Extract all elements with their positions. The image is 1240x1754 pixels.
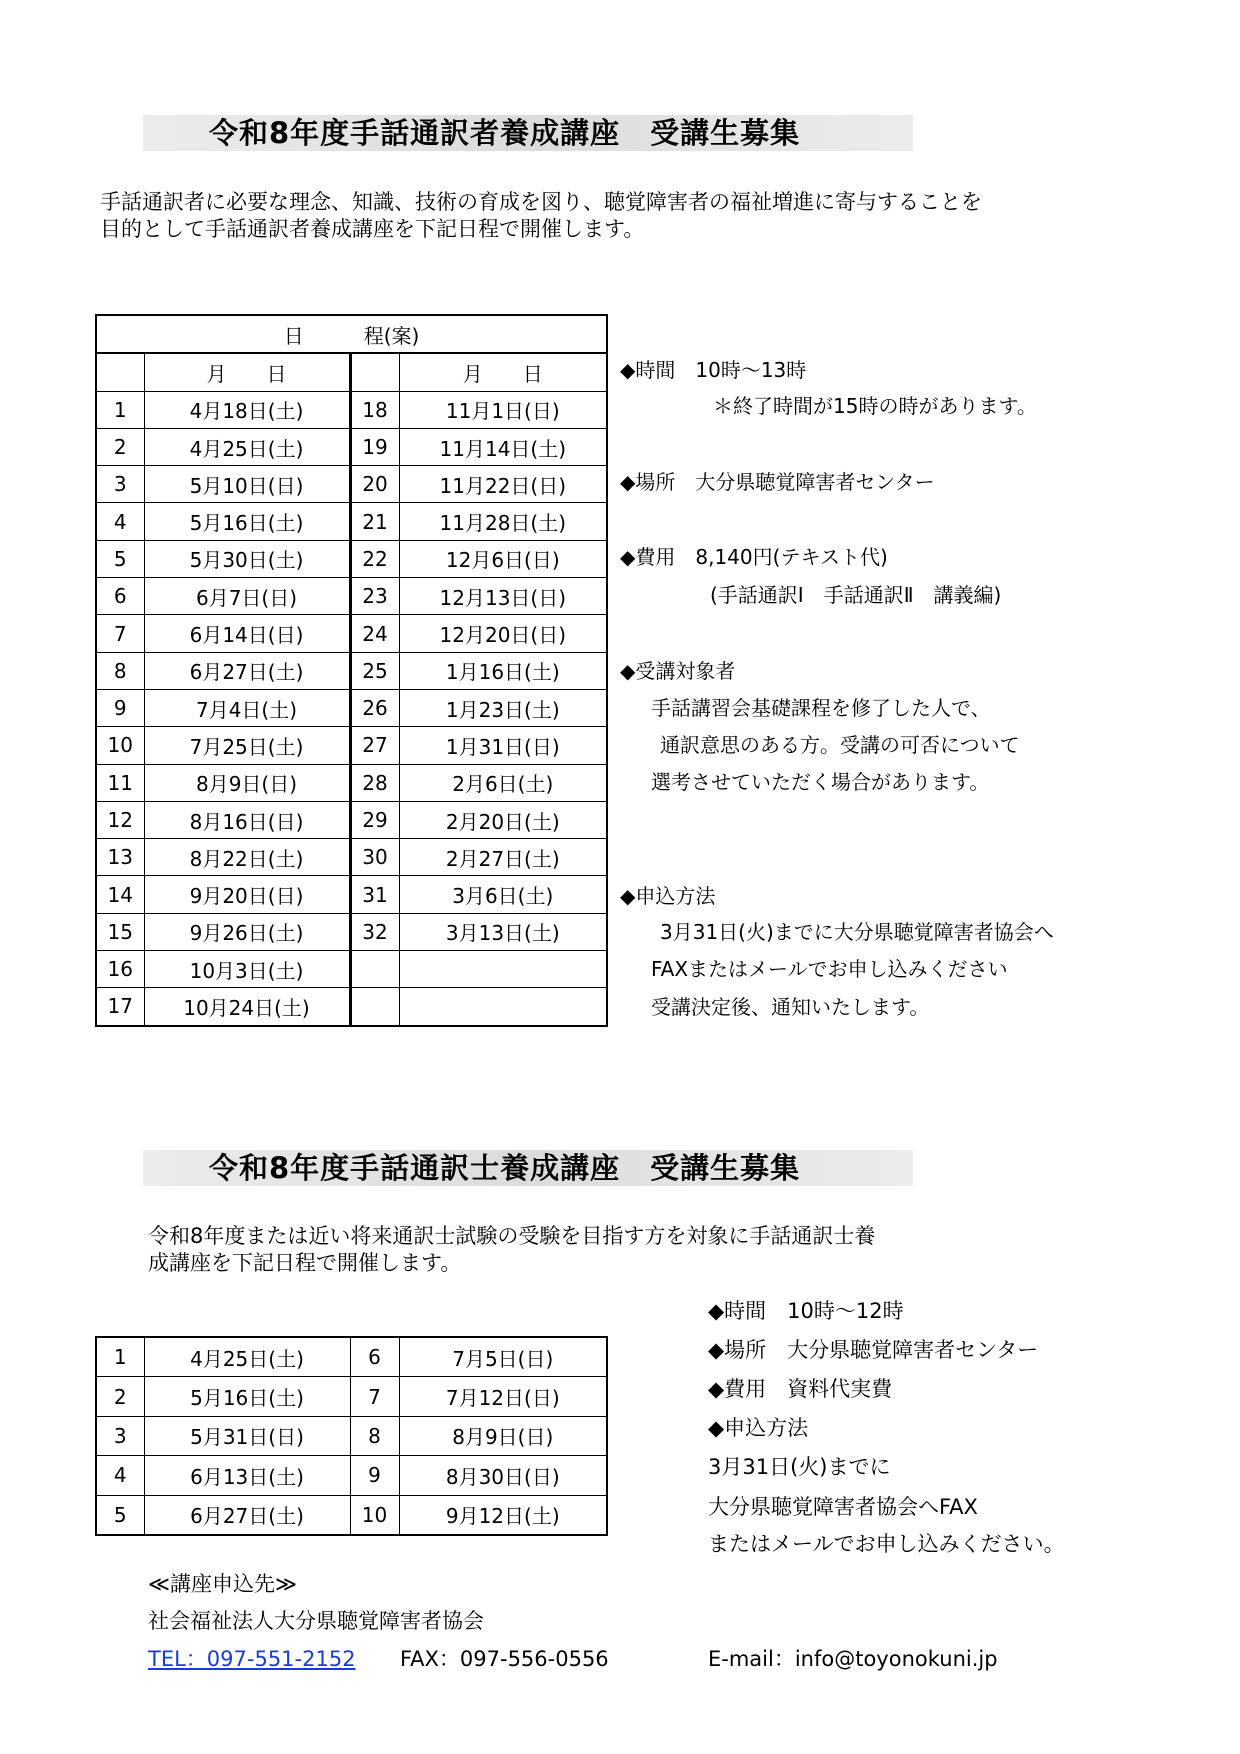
schedule2-row	[96, 1377, 607, 1416]
session-number: 10	[96, 727, 144, 764]
session-number: 17	[96, 988, 144, 1026]
session-number: 3	[96, 1416, 144, 1455]
session-number: 9	[96, 689, 144, 726]
session-date: 11月22日(日)	[399, 466, 607, 503]
session-date: 11月14日(土)	[399, 428, 607, 465]
info2-apply-line3: またはメールでお申し込みください。	[708, 1532, 1065, 1556]
contact-heading: ≪講座申込先≫	[148, 1572, 297, 1596]
section1-schedule-table	[95, 314, 608, 1027]
section2-intro	[148, 1223, 875, 1277]
session-number: 22	[350, 540, 399, 577]
session-number: 5	[96, 1495, 144, 1535]
schedule-row	[96, 727, 607, 764]
session-number: 1	[96, 391, 144, 428]
session-number: 2	[96, 428, 144, 465]
schedule-row	[96, 876, 607, 913]
info-apply-heading: ◆申込方法	[620, 884, 716, 908]
session-date: 12月13日(日)	[399, 578, 607, 615]
session-number: 1	[96, 1337, 144, 1377]
session-number: 29	[350, 801, 399, 838]
session-date	[399, 951, 607, 988]
session-date: 5月16日(土)	[144, 1377, 350, 1416]
info-fee-note: (手話通訳Ⅰ 手話通訳Ⅱ 講義編)	[710, 583, 1002, 607]
session-number: 32	[350, 913, 399, 950]
session-number: 28	[350, 764, 399, 801]
session-number: 27	[350, 727, 399, 764]
session-number: 14	[96, 876, 144, 913]
session-date: 6月14日(日)	[144, 615, 350, 652]
section1-intro-line1: 手話通訳者に必要な理念、知識、技術の育成を図り、聴覚障害者の福祉増進に寄与することを	[100, 190, 982, 214]
session-number: 21	[350, 503, 399, 540]
schedule-row	[96, 913, 607, 950]
session-date: 9月26日(土)	[144, 913, 350, 950]
session-date: 8月22日(土)	[144, 839, 350, 876]
session-number: 10	[350, 1495, 399, 1535]
session-number: 15	[96, 913, 144, 950]
schedule-row	[96, 951, 607, 988]
schedule-row	[96, 988, 607, 1026]
info-apply-line3: 受講決定後、通知いたします。	[651, 995, 930, 1019]
session-date: 2月6日(土)	[399, 764, 607, 801]
session-date: 11月28日(土)	[399, 503, 607, 540]
session-date: 3月13日(土)	[399, 913, 607, 950]
info-fee: ◆費用 8,140円(テキスト代)	[620, 545, 888, 569]
session-date: 1月31日(日)	[399, 727, 607, 764]
session-date: 6月13日(土)	[144, 1456, 350, 1495]
section2-schedule-table	[95, 1336, 608, 1536]
session-date: 8月9日(日)	[144, 764, 350, 801]
session-number: 9	[350, 1456, 399, 1495]
session-date: 5月16日(土)	[144, 503, 350, 540]
session-date: 1月16日(土)	[399, 652, 607, 689]
session-date: 5月31日(日)	[144, 1416, 350, 1455]
session-date: 12月20日(日)	[399, 615, 607, 652]
session-number: 12	[96, 801, 144, 838]
info-time-note: ＊終了時間が15時の時があります。	[713, 394, 1037, 418]
info-target-line2: 通訳意思のある方。受講の可否について	[660, 733, 1020, 757]
info-target-line3: 選考させていただく場合があります。	[651, 770, 990, 794]
info-target-heading: ◆受講対象者	[620, 659, 736, 683]
section1-title: 令和8年度手話通訳者養成講座 受講生募集	[209, 116, 801, 150]
schedule-table-title: 日 程(案)	[96, 315, 607, 353]
session-date: 3月6日(土)	[399, 876, 607, 913]
contact-organization: 社会福祉法人大分県聴覚障害者協会	[148, 1609, 484, 1633]
session-date: 5月10日(日)	[144, 466, 350, 503]
session-number: 6	[350, 1337, 399, 1377]
info2-apply-line2: 大分県聴覚障害者協会へFAX	[708, 1495, 978, 1519]
section2-intro-line1: 令和8年度または近い将来通訳士試験の受験を目指す方を対象に手話通訳士養	[148, 1224, 876, 1248]
schedule-row	[96, 428, 607, 465]
schedule-row	[96, 615, 607, 652]
column-header-month-day: 月 日	[399, 353, 607, 391]
contact-email: E-mail：info@toyonokuni.jp	[708, 1647, 998, 1671]
schedule-row	[96, 391, 607, 428]
section1-intro	[100, 189, 982, 243]
schedule-row	[96, 839, 607, 876]
info-apply-line1: 3月31日(火)までに大分県聴覚障害者協会へ	[660, 920, 1054, 944]
schedule-row	[96, 540, 607, 577]
session-number: 25	[350, 652, 399, 689]
info2-place: ◆場所 大分県聴覚障害者センター	[708, 1338, 1039, 1362]
session-number: 4	[96, 1456, 144, 1495]
schedule-column-header-row	[96, 353, 607, 391]
session-number: 6	[96, 578, 144, 615]
session-date: 11月1日(日)	[399, 391, 607, 428]
session-date: 10月24日(土)	[144, 988, 350, 1026]
section2-banner	[143, 1150, 913, 1186]
session-date: 4月18日(土)	[144, 391, 350, 428]
section1-intro-line2: 目的として手話通訳者養成講座を下記日程で開催します。	[100, 217, 645, 241]
session-number: 4	[96, 503, 144, 540]
session-number: 31	[350, 876, 399, 913]
session-date: 9月12日(土)	[399, 1495, 607, 1535]
session-number: 23	[350, 578, 399, 615]
session-date: 8月30日(日)	[399, 1456, 607, 1495]
session-date: 7月5日(日)	[399, 1337, 607, 1377]
info2-apply-line1: 3月31日(火)までに	[708, 1455, 891, 1479]
session-date: 1月23日(土)	[399, 689, 607, 726]
session-number: 8	[350, 1416, 399, 1455]
session-number: 7	[350, 1377, 399, 1416]
session-date: 12月6日(日)	[399, 540, 607, 577]
session-number: 5	[96, 540, 144, 577]
schedule-row	[96, 578, 607, 615]
session-date	[399, 988, 607, 1026]
info-target-line1: 手話講習会基礎課程を修了した人で、	[651, 696, 991, 720]
info2-fee: ◆費用 資料代実費	[708, 1377, 893, 1401]
session-date: 8月16日(日)	[144, 801, 350, 838]
schedule2-row	[96, 1495, 607, 1535]
column-header-month-day: 月 日	[144, 353, 350, 391]
session-number: 18	[350, 391, 399, 428]
session-date: 7月12日(日)	[399, 1377, 607, 1416]
session-number: 8	[96, 652, 144, 689]
contact-fax: FAX：097-556-0556	[400, 1647, 609, 1671]
schedule-row	[96, 652, 607, 689]
session-number: 7	[96, 615, 144, 652]
session-date: 5月30日(土)	[144, 540, 350, 577]
session-number: 20	[350, 466, 399, 503]
session-date: 6月27日(土)	[144, 652, 350, 689]
schedule-row	[96, 466, 607, 503]
session-number: 26	[350, 689, 399, 726]
session-number: 2	[96, 1377, 144, 1416]
session-date: 7月4日(土)	[144, 689, 350, 726]
session-number: 11	[96, 764, 144, 801]
schedule2-row	[96, 1337, 607, 1377]
session-number: 19	[350, 428, 399, 465]
schedule-row	[96, 503, 607, 540]
contact-tel-link[interactable]: TEL：097-551-2152	[148, 1647, 356, 1671]
session-date: 4月25日(土)	[144, 1337, 350, 1377]
session-date: 6月7日(日)	[144, 578, 350, 615]
session-date: 8月9日(日)	[399, 1416, 607, 1455]
session-date: 7月25日(土)	[144, 727, 350, 764]
section2-intro-line2: 成講座を下記日程で開催します。	[148, 1251, 462, 1275]
schedule-row	[96, 689, 607, 726]
session-number: 24	[350, 615, 399, 652]
session-number	[350, 988, 399, 1026]
session-date: 2月27日(土)	[399, 839, 607, 876]
session-number: 3	[96, 466, 144, 503]
info-place: ◆場所 大分県聴覚障害者センター	[620, 470, 935, 494]
session-date: 6月27日(土)	[144, 1495, 350, 1535]
section2-title: 令和8年度手話通訳士養成講座 受講生募集	[209, 1151, 801, 1185]
session-number: 13	[96, 839, 144, 876]
info2-time: ◆時間 10時～12時	[708, 1299, 904, 1323]
schedule2-row	[96, 1416, 607, 1455]
session-date: 2月20日(土)	[399, 801, 607, 838]
session-number: 30	[350, 839, 399, 876]
session-date: 9月20日(日)	[144, 876, 350, 913]
schedule2-row	[96, 1456, 607, 1495]
schedule-row	[96, 764, 607, 801]
schedule-row	[96, 801, 607, 838]
section1-banner	[143, 115, 913, 151]
session-number: 16	[96, 951, 144, 988]
info-apply-line2: FAXまたはメールでお申し込みください	[651, 957, 1008, 981]
session-date: 4月25日(土)	[144, 428, 350, 465]
info-time: ◆時間 10時～13時	[620, 358, 807, 382]
info2-apply-heading: ◆申込方法	[708, 1416, 809, 1440]
session-date: 10月3日(土)	[144, 951, 350, 988]
session-number	[350, 951, 399, 988]
